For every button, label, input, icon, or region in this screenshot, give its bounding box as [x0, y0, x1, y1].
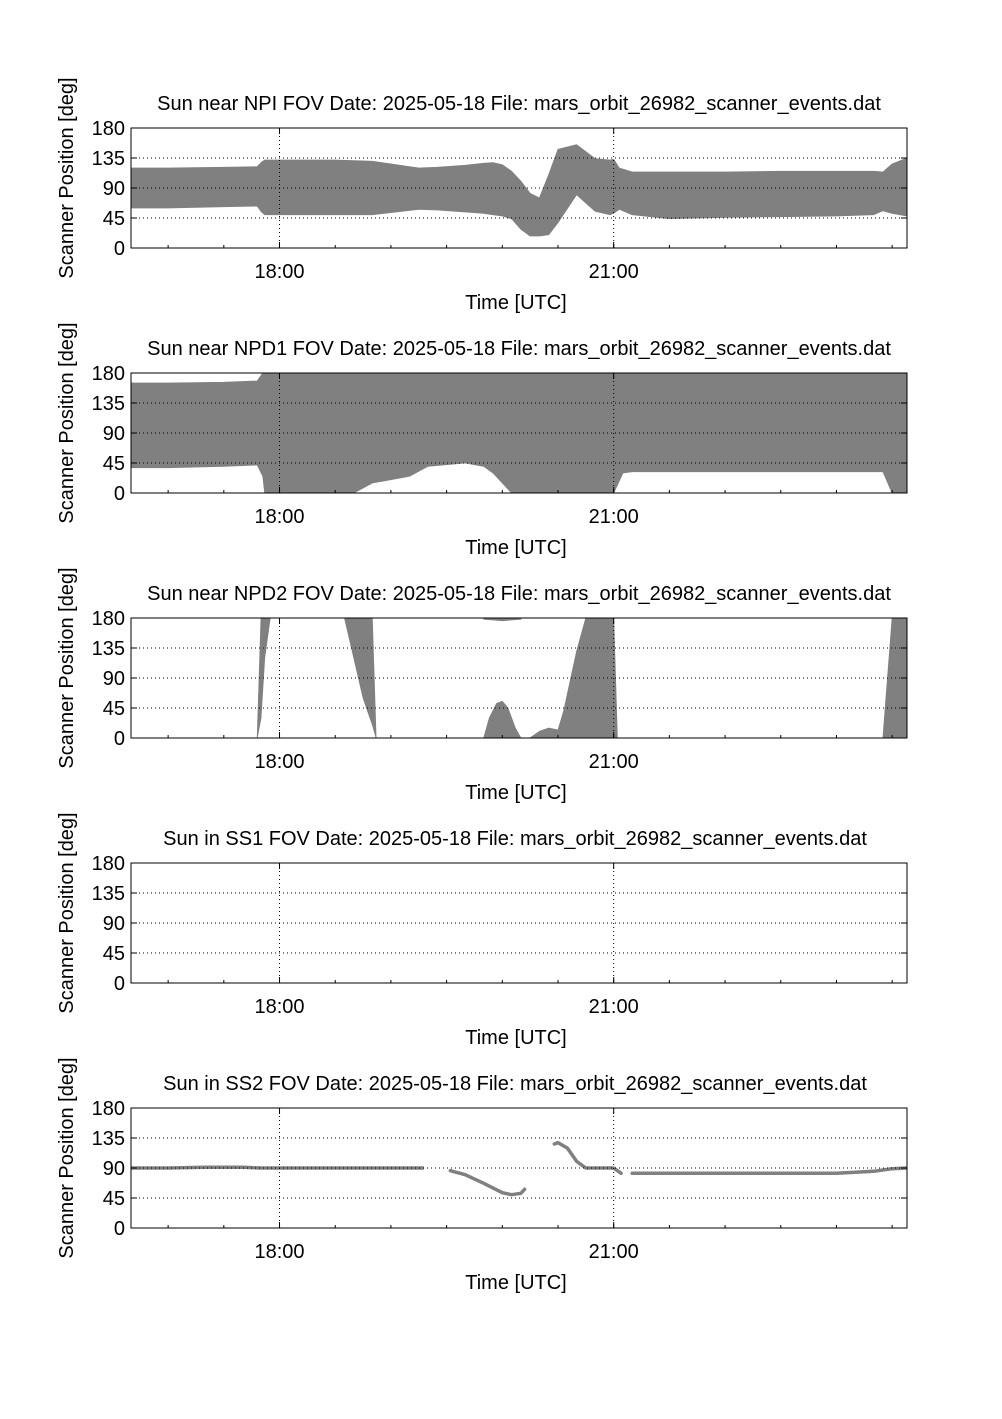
y-tick-label: 0: [113, 728, 125, 750]
x-tick-label: 18:00: [254, 751, 305, 773]
x-axis-label: Time [UTC]: [465, 1027, 567, 1049]
y-tick-label: 90: [102, 668, 125, 690]
x-axis-label: Time [UTC]: [465, 1272, 567, 1294]
chart-title: Sun in SS2 FOV Date: 2025-05-18 File: mars_orbit_26982_scanner_events.dat: [163, 1073, 867, 1095]
series-line: [554, 1143, 621, 1174]
series-line: [131, 1167, 423, 1168]
y-axis-label: Scanner Position [deg]: [56, 812, 78, 1014]
chart-panel-3: [56, 567, 907, 804]
y-axis-label: Scanner Position [deg]: [56, 567, 78, 769]
y-tick-label: 135: [91, 393, 125, 415]
chart-panel-1: [56, 77, 907, 314]
series-line: [450, 1171, 524, 1195]
y-tick-label: 180: [91, 853, 125, 875]
y-tick-label: 0: [113, 238, 125, 260]
y-tick-label: 180: [91, 118, 125, 140]
y-tick-label: 90: [102, 178, 125, 200]
fov-band: [484, 701, 521, 738]
y-tick-label: 45: [102, 208, 125, 230]
y-tick-label: 45: [102, 698, 125, 720]
chart-title: Sun near NPD2 FOV Date: 2025-05-18 File: mars_orbit_26982_scanner_events.dat: [147, 583, 891, 605]
y-axis-label: Scanner Position [deg]: [56, 77, 78, 279]
chart-panel-5: [56, 1057, 907, 1294]
y-tick-label: 0: [113, 973, 125, 995]
y-axis-label: Scanner Position [deg]: [56, 322, 78, 524]
x-axis-label: Time [UTC]: [465, 292, 567, 314]
y-tick-label: 0: [113, 483, 125, 505]
x-tick-label: 18:00: [254, 1241, 305, 1263]
x-tick-label: 18:00: [254, 996, 305, 1018]
data-layer: [131, 1143, 907, 1195]
y-tick-label: 45: [102, 1188, 125, 1210]
y-tick-label: 90: [102, 913, 125, 935]
x-axis-label: Time [UTC]: [465, 782, 567, 804]
y-tick-label: 135: [91, 883, 125, 905]
chart-title: Sun in SS1 FOV Date: 2025-05-18 File: mars_orbit_26982_scanner_events.dat: [163, 828, 867, 850]
series-line: [632, 1168, 907, 1173]
y-tick-label: 0: [113, 1218, 125, 1240]
y-tick-label: 90: [102, 423, 125, 445]
x-tick-label: 18:00: [254, 261, 305, 283]
y-tick-label: 45: [102, 943, 125, 965]
y-tick-label: 180: [91, 608, 125, 630]
y-tick-label: 90: [102, 1158, 125, 1180]
y-tick-label: 135: [91, 1128, 125, 1150]
y-tick-label: 135: [91, 148, 125, 170]
chart-title: Sun near NPI FOV Date: 2025-05-18 File: mars_orbit_26982_scanner_events.dat: [157, 93, 881, 115]
x-tick-label: 21:00: [588, 1241, 639, 1263]
x-tick-label: 21:00: [588, 506, 639, 528]
x-tick-label: 21:00: [588, 996, 639, 1018]
x-tick-label: 21:00: [588, 261, 639, 283]
x-tick-label: 21:00: [588, 751, 639, 773]
x-axis-label: Time [UTC]: [465, 537, 567, 559]
chart-panel-4: [56, 812, 907, 1049]
y-tick-label: 45: [102, 453, 125, 475]
y-tick-label: 180: [91, 363, 125, 385]
data-layer: [257, 618, 907, 738]
y-tick-label: 180: [91, 1098, 125, 1120]
chart-panel-2: [56, 322, 907, 559]
chart-title: Sun near NPD1 FOV Date: 2025-05-18 File: mars_orbit_26982_scanner_events.dat: [147, 338, 891, 360]
y-axis-label: Scanner Position [deg]: [56, 1057, 78, 1259]
y-tick-label: 135: [91, 638, 125, 660]
x-tick-label: 18:00: [254, 506, 305, 528]
